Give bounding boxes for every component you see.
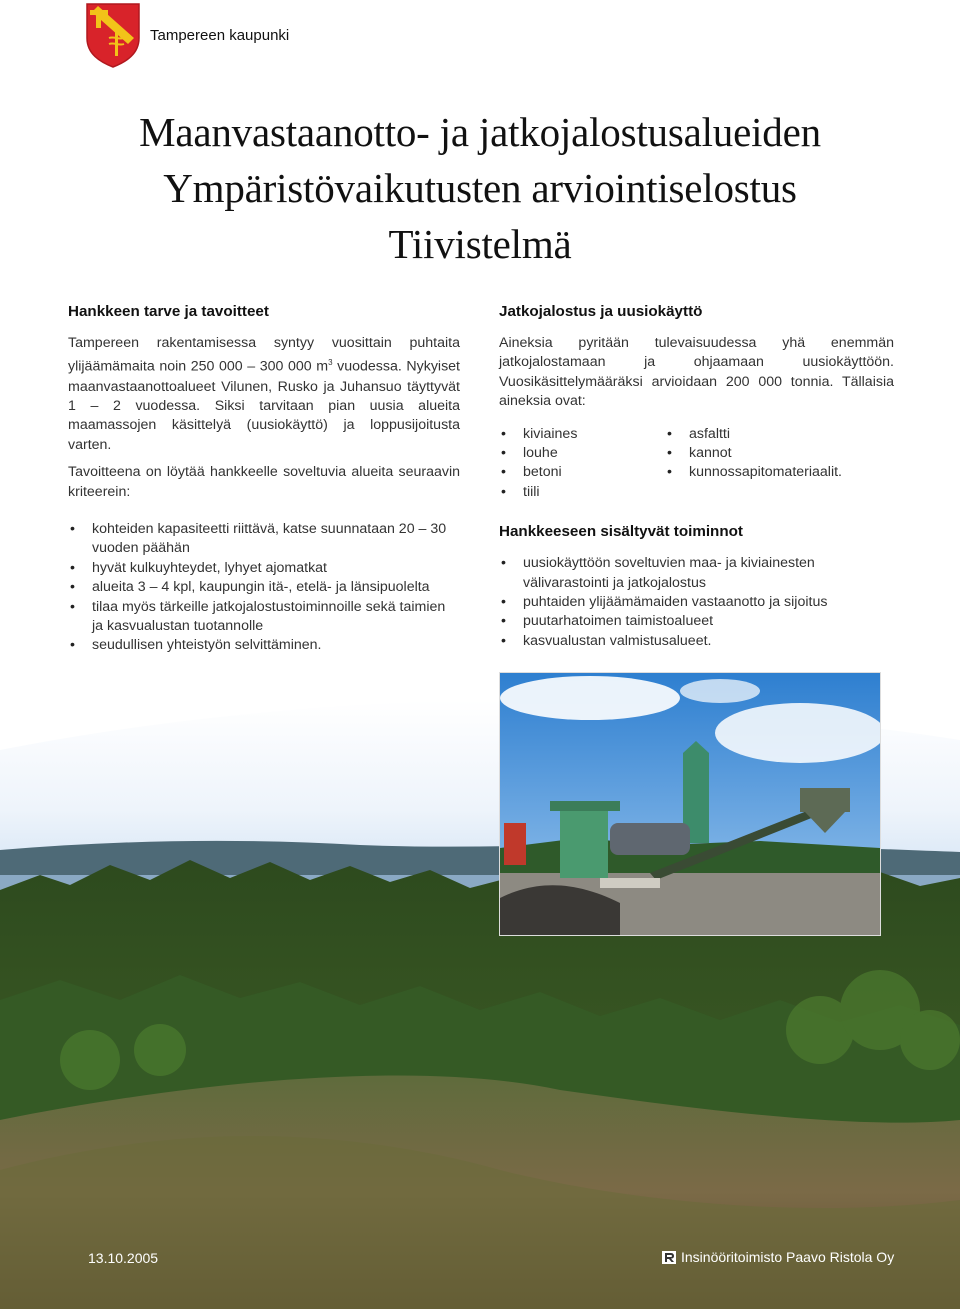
list-item: • kiviaines (499, 425, 665, 444)
list-item: • louhe (499, 444, 665, 463)
list-item: • hyvät kulkuyhteydet, lyhyet ajomatkat (68, 559, 460, 578)
list-item: • tilaa myös tärkeille jatkojalostustoiminnoille sekä taimien ja kasvualustan tuotannolle (68, 598, 460, 637)
paragraph-text: Tampereen rakentamisessa syntyy vuosittain puhtaita ylijäämämaita noin 250 000 – 300 000 m (68, 335, 460, 376)
list-item: • tiili (499, 483, 665, 502)
title-line-3: Tiivistelmä (388, 221, 572, 267)
section-heading-processing: Jatkojalostus ja uusiokäyttö (499, 303, 703, 320)
actions-list (499, 554, 894, 651)
materials-list-a (499, 425, 665, 503)
paragraph-text: vuodessa. Nykyiset maanvastaanottoalueet Vilunen, Rusko ja Juhansuo täyttyvät 1 – 2 vuodessa. Siksi tarvitaan pian uusia alueita maamassojen käsittelyä (uusiokäyttö) ja loppusijoitusta varten. (68, 359, 460, 453)
consultant-credit (662, 1249, 894, 1265)
list-item: • puutarhatoimen taimistoalueet (499, 612, 894, 631)
section-heading-actions: Hankkeeseen sisältyvät toiminnot (499, 523, 743, 541)
title-line-1: Maanvastaanotto- ja jatkojalostusalueiden (139, 109, 821, 155)
header (84, 0, 289, 70)
right-column (499, 302, 894, 651)
list-item: • seudullisen yhteistyön selvittäminen. (68, 636, 460, 655)
list-item: • kunnossapitomateriaalit. (665, 463, 842, 482)
materials-list-b (665, 425, 842, 503)
document-title (0, 104, 960, 272)
asphalt-plant-photo (499, 672, 881, 936)
list-item: • uusiokäyttöön soveltuvien maa- ja kiviainesten välivarastointi ja jatkojalostus (499, 554, 894, 593)
organization-name: Tampereen kaupunki (150, 26, 290, 44)
document-date: 13.10.2005 (88, 1250, 159, 1266)
list-item: • kasvualustan valmistusalueet. (499, 632, 894, 651)
list-item: • kannot (665, 444, 842, 463)
list-item: • asfaltti (665, 425, 842, 444)
list-item: • kohteiden kapasiteetti riittävä, katse suunnataan 20 – 30 vuoden päähän (68, 520, 460, 559)
list-item: • puhtaiden ylijäämämaiden vastaanotto ja sijoitus (499, 593, 894, 612)
superscript: 3 (328, 358, 333, 368)
paragraph-background (68, 334, 460, 455)
list-item: • betoni (499, 463, 665, 482)
company-name: Insinööritoimisto Paavo Ristola Oy (681, 1249, 895, 1265)
title-line-2: Ympäristövaikutusten arviointiselostus (163, 165, 797, 211)
company-logo-icon (662, 1251, 676, 1264)
materials-lists (499, 425, 894, 503)
list-item: • alueita 3 – 4 kpl, kaupungin itä-, etelä- ja länsipuolelta (68, 578, 460, 597)
left-column (68, 302, 460, 656)
criteria-list (68, 520, 460, 656)
paragraph-goal: Tavoitteena on löytää hankkeelle soveltuvia alueita seuraavin kriteerein: (68, 464, 460, 500)
section-heading-needs: Hankkeen tarve ja tavoitteet (68, 303, 269, 320)
paragraph-processing: Aineksia pyritään tulevaisuudessa yhä enemmän jatkojalostamaan ja ohjaamaan uusiokäyttöön. Vuosikäsittelymääräksi arvioidaan 200 000 tonnia. Tällaisia aineksia ovat: (499, 335, 894, 410)
coat-of-arms-icon (84, 2, 142, 68)
